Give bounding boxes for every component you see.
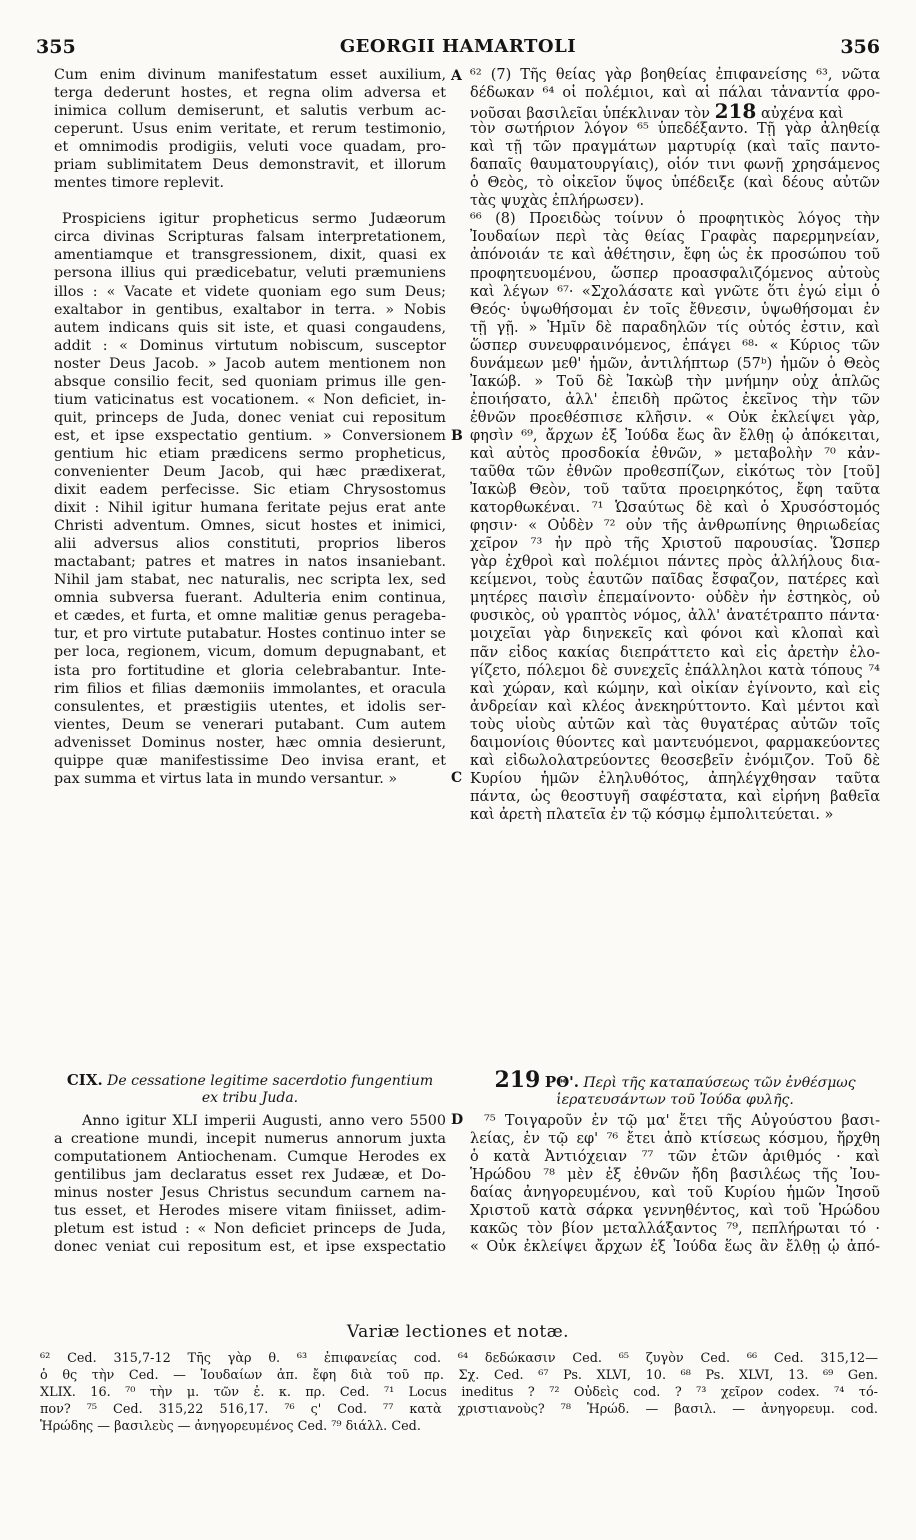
page-number-left: 355 [36, 36, 76, 58]
page-header [36, 36, 880, 64]
text-line: λείας, ἐν τῷ εφ' ⁷⁶ ἔτει ἀπὸ κτίσεως κόσμου, ἤρχθη [470, 1131, 880, 1148]
text-line: ceperunt. Usus enim veritate, et rerum testimonio, [54, 121, 446, 138]
text-line: dixit eadem perfecisse. Sic etiam Chrysostomus [54, 482, 446, 499]
text-line: καὶ εἰδωλολατρεύοντες θεοσεβεῖν ἐνόμιζον. Τοῦ δὲ [470, 752, 880, 769]
text-line: tus esset, et Herodes misere vitam finiisset, adim- [54, 1203, 446, 1220]
text-line: καὶ χώραν, καὶ κώμην, καὶ οἰκίαν ἐγίνοντο, καὶ εἰς [470, 680, 880, 697]
text-line: ista pro fortitudine et gloria celebrabantur. Inte- [54, 662, 446, 679]
text-line: γὰρ ἐχθροὶ καὶ πολέμιοι πάντες πρὸς ἀλλήλους δια- [470, 554, 880, 571]
text-line: persona illius qui prædicebatur, veluti præmuniens [54, 265, 446, 282]
text-line: δυνάμεων μεθ' ἡμῶν, ἀντιλήπτωρ (57ᵇ) ἡμῶν ὁ Θεὸς [470, 355, 880, 372]
text-line: est, et ipse exspectatio gentium. » Conversionem [54, 427, 446, 444]
text-line: tium vaticinatus est vocationem. « Non deficiet, in- [54, 391, 446, 408]
text-line: μητέρες παισὶν ἐπεμαίνοντο· οὐδὲν ἦν ἑστηκὸς, οὐ [470, 590, 880, 607]
latin-paragraph-2 [54, 210, 446, 788]
greek-paragraph-1 [470, 66, 880, 210]
text-line: τὰς ψυχὰς ἐπλήρωσεν). [470, 193, 645, 210]
text-line: circa divinas Scripturas falsam interpretationem, [54, 229, 446, 246]
text-line: illos : « Vacate et videte quoniam ego sum Deus; [54, 283, 446, 300]
latin-section-title: De cessatione legitime sacerdotio fungentium [107, 1073, 434, 1089]
margin-letter-d: D [451, 1112, 464, 1128]
greek-paragraph-3 [470, 1112, 880, 1256]
text-line: exaltabor in gentibus, exaltabor in terra. » Nobis [54, 301, 446, 318]
text-line: Κυρίου ἡμῶν ἐληλυθότος, ἀπηλέγχθησαν ταῦτα [470, 770, 880, 787]
text-line: δαίας ἀνηγορευμένου, καὶ τοῦ Κυρίου ἡμῶν Ἰησοῦ [470, 1185, 880, 1202]
text-line: χεῖρον ⁷³ ἦν πρὸ τῆς Χριστοῦ παρουσίας. Ὥσπερ [470, 536, 880, 553]
margin-letter-b: B [451, 428, 463, 444]
margin-letter-c: C [451, 770, 463, 786]
text-line: προφητευομένου, ὥσπερ προασφαλιζόμενος αὐτοὺς [470, 265, 880, 282]
text-line: ἀπόνοιάν τε καὶ ἀθέτησιν, ἔφη ὡς ἐκ προσώπου τοῦ [470, 247, 880, 264]
text-line: pletum est istud : « Non deficiet princeps de Juda, [54, 1221, 446, 1238]
greek-paragraph-2 [470, 210, 880, 824]
text-line: et cædes, et furta, et omne malitiæ genus perageba- [54, 608, 446, 625]
text-line: convenienter Deum Jacob, qui hæc prædixerat, [54, 463, 446, 480]
latin-section-title-cont: ex tribu Juda. [201, 1090, 299, 1106]
greek-column [470, 66, 880, 824]
text-line: καὶ λέγων ⁶⁷· «Σχολάσατε καὶ γνῶτε ὅτι ἐγώ εἰμι ὁ [470, 283, 880, 300]
text-line: Χριστοῦ κατὰ σάρκα γεννηθέντος, καὶ τοῦ Ἡρώδου [470, 1203, 880, 1220]
text-line: ταῦθα τῶν ἐθνῶν προθεσπίζων, εἰκότως τὸν [τοῦ] [470, 464, 880, 481]
latin-paragraph-3 [54, 1112, 446, 1256]
text-line: rim filios et filias dæmoniis immolantes, et oracula [54, 680, 446, 697]
text-line: φησιν· « Οὐδὲν ⁷² οὖν τῆς ἀνθρωπίνης θηριωδείας [470, 518, 880, 535]
latin-section-number: CIX. [66, 1071, 103, 1089]
running-title: GEORGII HAMARTOLI [339, 36, 577, 57]
text-line: κακῶς τὸν βίον μεταλλάξαντος ⁷⁹, πεπλήρωται τό · [470, 1221, 880, 1238]
text-line: ἀνδρείαν καὶ κλέος ἀνεκηρύττοντο. Καὶ μέντοι καὶ [470, 698, 880, 715]
text-line: vientes, Deum se venerari putabant. Cum autem [54, 716, 446, 733]
text-line: consulentes, et præstigiis utentes, et idolis ser- [54, 698, 446, 715]
text-line: μοιχεῖαι γὰρ διηνεκεῖς καὶ φόνοι καὶ κλοπαὶ καὶ [470, 626, 880, 643]
text-line: κείμενοι, τοὺς ἑαυτῶν παῖδας ἔσφαζον, πατέρες καὶ [470, 572, 880, 589]
latin-paragraph-1 [54, 66, 446, 192]
note-line: XLIX. 16. ⁷⁰ τὴν μ. τῶν ἐ. κ. πρ. Ced. ⁷¹ Locus ineditus ? ⁷² Οὐδεὶς cod. ? ⁷³ χεῖρον codex. ⁷⁴ τό- [40, 1385, 878, 1400]
text-line: ὥσπερ συνευφραινόμενος, ἐπάγει ⁶⁸· « Κύριος τῶν [470, 337, 880, 354]
text-line: Cum enim divinum manifestatum esset auxilium, [54, 67, 446, 83]
text-line: Christi adventum. Omnes, sicut hostes et inimici, [54, 518, 446, 535]
text-line: gentilibus jam declaratus esset rex Judææ, et Do- [54, 1167, 446, 1184]
latin-column [54, 66, 446, 788]
text-line: ⁶⁶ (8) Προειδὼς τοίνυν ὁ προφητικὸς λόγος τὴν [470, 211, 880, 228]
text-line: καὶ ἀρετὴ πλατεῖα ἐν τῷ κόσμῳ ἐμπολιτεύεται. » [470, 806, 834, 823]
text-line: γίζετο, πόλεμοι δὲ συνεχεῖς ἐπάλληλοι κατὰ τόπους ⁷⁴ [470, 662, 880, 679]
text-line: τὸν σωτήριον λόγον ⁶⁵ ὑπεδέξαντο. Τῇ γὰρ ἀληθείᾳ [470, 121, 880, 138]
text-line: autem indicans quis sit iste, et quasi congaudens, [54, 319, 446, 336]
text-line: ἐθνῶν προεθέσπισε κλῆσιν. « Οὐκ ἐκλείψει γὰρ, [470, 409, 880, 426]
text-line: δαπαῖς θαυματουργίαις), οἷόν τινι φωνῇ χρησάμενος [470, 157, 880, 174]
text-line: amentiamque et transgressionem, dixit, quasi ex [54, 247, 446, 264]
text-line: πάντα, ὡς θεοστυγῆ σαφέστατα, καὶ εἰρήνη βαθεῖα [470, 788, 880, 805]
text-line: computationem Antiochenam. Cumque Herodes ex [54, 1149, 446, 1166]
text-line: πᾶν εἶδος κακίας διεπράττετο καὶ εἰς ἀρετὴν ἐλο- [470, 644, 880, 661]
text-line: Ἰακώβ. » Τοῦ δὲ Ἰακὼβ τὴν μνήμην οὐχ ἁπλῶς [470, 373, 880, 390]
text-line: pax summa et virtus lata in mundo versantur. » [54, 770, 398, 787]
text-line: advenisset Dominus noster, hæc omnia desierunt, [54, 734, 446, 751]
text-line: terga dederunt hostes, et regna olim adversa et [54, 85, 446, 102]
text-line: καὶ τῇ τῶν πραγμάτων μαρτυρίᾳ (καὶ ταῖς παντο- [470, 139, 880, 156]
greek-section-heading [470, 1067, 880, 1109]
note-line: ὁ θς τὴν Ced. — Ἰουδαίων ἀπ. ἔφη διὰ τοῦ πρ. Σχ. Ced. ⁶⁷ Ps. XLVI, 10. ⁶⁸ Ps. XLVI, 13. ⁶⁹ Gen. [40, 1368, 878, 1383]
text-line: ἐποιήσατο, ἀλλ' ἐπειδὴ πρῶτος ἐκεῖνος τὴν τῶν [470, 391, 880, 408]
text-line: omnia subversa fuerant. Adulteria enim continua, [54, 590, 446, 607]
text-line: ὁ κατὰ Ἀντιόχειαν ⁷⁷ τῶν ἐτῶν ἀριθμός · καὶ [470, 1149, 880, 1166]
text-line: alii adversus alios constituti, proprios liberos [54, 536, 446, 553]
text-line: φησὶν ⁶⁹, ἄρχων ἐξ Ἰούδα ἕως ἂν ἔλθῃ ᾧ ἀπόκειται, [470, 427, 880, 444]
text-line: ⁶² (7) Τῆς θείας γὰρ βοηθείας ἐπιφανείσης ⁶³, νῶτα [470, 67, 880, 83]
text-line: per loca, regionem, vicum, domum depugnabant, et [54, 644, 446, 661]
text-line: priam sublimitatem Deus demonstravit, et illorum [54, 157, 446, 174]
text-line: mactabant; patres et matres in natos insaniebant. [54, 554, 446, 571]
text-line: δέδωκαν ⁶⁴ οἱ πολέμιοι, καὶ αἱ πάλαι τἀναντία φρο- [470, 85, 880, 102]
greek-section-title-cont: ἱερατευσάντων τοῦ Ἰούδα φυλῆς. [556, 1092, 794, 1108]
greek-section-title: Περὶ τῆς καταπαύσεως τῶν ἐνθέσμως [583, 1075, 856, 1091]
greek-section-page-number: 219 [494, 1067, 541, 1093]
text-line: ὁ Θεὸς, τὸ οἰκεῖον ὕψος ὑπέδειξε (καὶ δέους αὐτῶν [470, 175, 880, 192]
text-segment: νοῦσαι βασιλεῖαι ὑπέκλιναν τὸν [470, 106, 710, 121]
text-line: gentium hic etiam prædicens sermo propheticus, [54, 445, 446, 462]
text-line: donec veniat cui repositum est, et ipse exspectatio [54, 1239, 446, 1256]
text-line: Prospiciens igitur propheticus sermo Judæorum [62, 211, 446, 228]
greek-section-number: ΡΘ'. [544, 1073, 579, 1091]
text-line: Ἡρώδου ⁷⁸ μὲν ἐξ ἐθνῶν ἤδη βασιλέως τῆς Ἰου- [470, 1167, 880, 1184]
text-line: δαιμονίοις θύοντες καὶ μαντευόμενοι, φαρμακεύοντες [470, 734, 880, 751]
page-number-right: 356 [840, 36, 880, 58]
text-line: τοὺς υἱοὺς αὐτῶν καὶ τὰς θυγατέρας αὐτῶν τοῖς [470, 716, 880, 733]
text-line: quippe quæ manifestissime Deo invisa erant, et [54, 752, 446, 769]
text-line: tur, et pro virtute putabatur. Hostes continuo inter se [54, 626, 446, 643]
margin-letter-a: A [451, 68, 462, 84]
text-line [470, 102, 880, 120]
text-line: dixit : Nihil igitur humana feritate pejus erat ante [54, 500, 446, 517]
text-segment: αὐχένα καὶ [760, 106, 844, 121]
text-line: minus noster Jesus Christus secundum carnem na- [54, 1185, 446, 1202]
note-line: Ἡρώδης — βασιλεὺς — ἀνηγορευμένος Ced. ⁷⁹ διάλλ. Ced. [40, 1419, 421, 1434]
text-line: inimica collum demiserunt, et salutis verbum ac- [54, 103, 446, 120]
text-line: Anno igitur XLI imperii Augusti, anno vero 5500 [82, 1113, 446, 1129]
section-number-218: 218 [714, 102, 757, 121]
text-line: addit : « Dominus virtutum nobiscum, susceptor [54, 337, 446, 354]
text-line: Ἰουδαίων περὶ τὰς θείας Γραφὰς παρερμηνείαν, [470, 229, 880, 246]
text-line: mentes timore replevit. [54, 175, 225, 192]
text-line: Nihil jam stabat, nec naturalis, nec scripta lex, sed [54, 572, 446, 589]
latin-section-heading [54, 1072, 446, 1107]
text-line: quit, princeps de Juda, donec veniat cui repositum [54, 409, 446, 426]
text-line: Ἰακὼβ Θεὸν, τοῦ ταῦτα προειρηκότος, ἔφη ταῦτα [470, 482, 880, 499]
text-line: τῇ γῇ. » Ἡμῖν δὲ παραδηλῶν τίς οὗτός ἐστιν, καὶ [470, 319, 880, 336]
text-line: Θεός· ὑψωθήσομαι ἐν τοῖς ἔθνεσιν, ὑψωθήσομαι ἐν [470, 301, 880, 318]
notes-block [40, 1350, 878, 1435]
notes-title: Variæ lectiones et notæ. [346, 1322, 570, 1342]
text-line: φυσικὸς, οὐ γραπτὸς νόμος, ἀλλ' ἀνατέτραπτο πάντα· [470, 608, 880, 625]
note-line: πον? ⁷⁵ Ced. 315,22 516,17. ⁷⁶ ς' Cod. ⁷⁷ κατὰ χριστιανοὺς? ⁷⁸ Ἡρώδ. — βασιλ. — ἀνηγορευμ. cod. [40, 1402, 878, 1417]
note-line: ⁶² Ced. 315,7-12 Τῆς γὰρ θ. ⁶³ ἐπιφανείας cod. ⁶⁴ δεδώκασιν Ced. ⁶⁵ ζυγὸν Ced. ⁶⁶ Ced. 315,12— [40, 1351, 878, 1366]
text-line: ⁷⁵ Τοιγαροῦν ἐν τῷ μα' ἔτει τῆς Αὐγούστου βασι- [484, 1113, 880, 1129]
text-line: κατορθωκέναι. ⁷¹ Ὡσαύτως δὲ καὶ ὁ Χρυσόστομός [470, 500, 880, 517]
text-line: a creatione mundi, incepit numerus annorum juxta [54, 1131, 446, 1148]
text-line: « Οὐκ ἐκλείψει ἄρχων ἐξ Ἰούδα ἕως ἂν ἔλθῃ ᾧ ἀπό- [470, 1239, 880, 1256]
text-line: noster Deus Jacob. » Jacob autem mentionem non [54, 355, 446, 372]
text-line: absque consilio fecit, sed quoniam primus ille gen- [54, 373, 446, 390]
text-line: καὶ αὐτὸς προσδοκία ἐθνῶν, » μεταβολὴν ⁷⁰ κἀν- [470, 445, 880, 462]
text-line: et omnimodis prodigiis, veluti voce quadam, pro- [54, 139, 446, 156]
